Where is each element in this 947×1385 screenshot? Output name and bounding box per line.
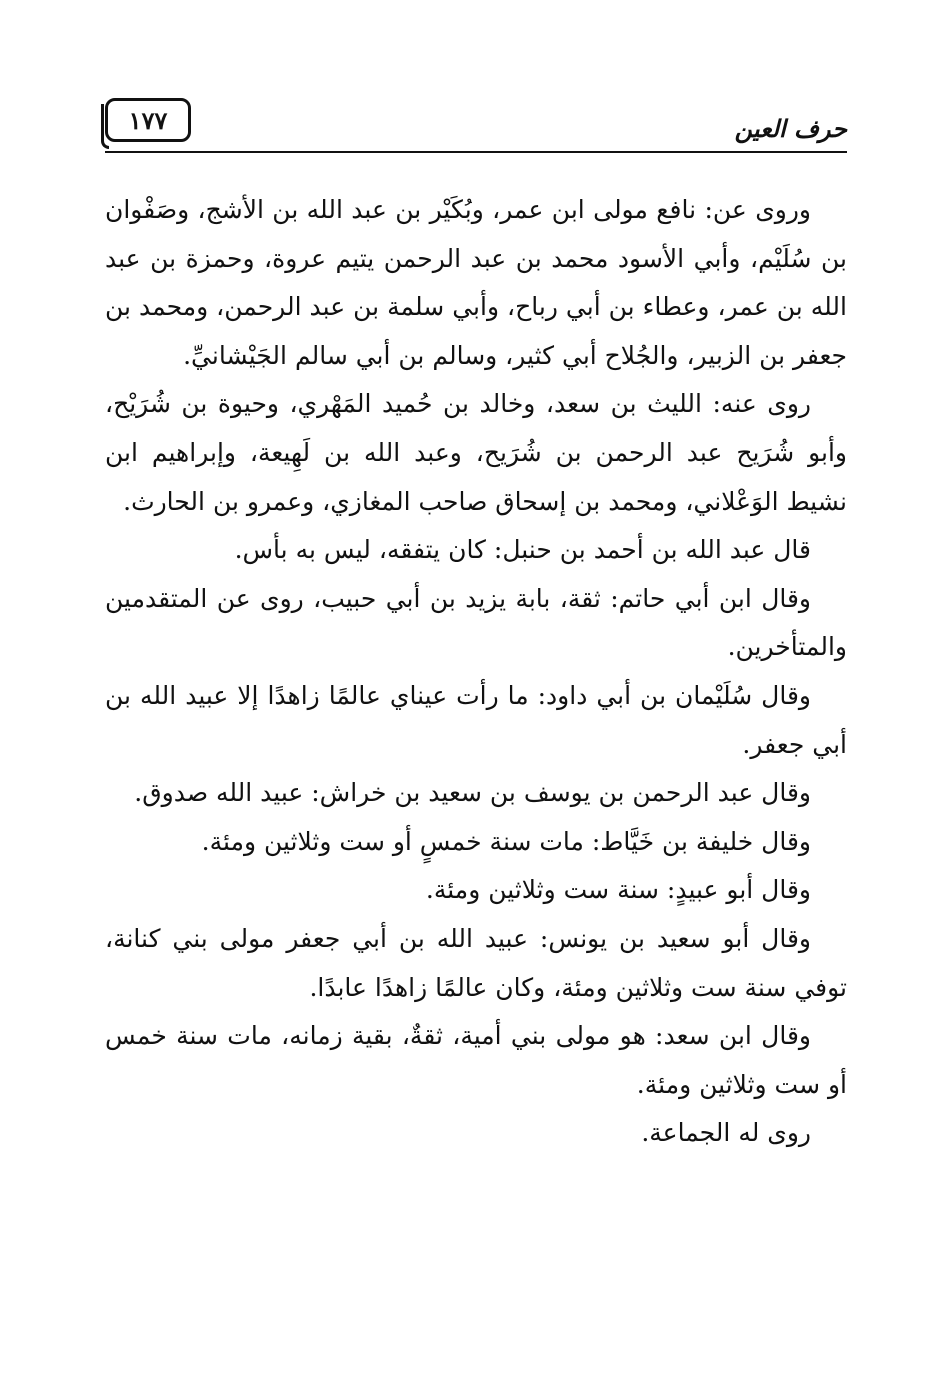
paragraph-narrated-by: روى عنه: الليث بن سعد، وخالد بن حُميد المَهْري، وحيوة بن شُرَيْح، وأبو شُرَيح عبد الرحمن بن شُرَيح، وعبد الله بن لَهِيعة، وإبراهيم ابن نشيط الوَعْلاني، ومحمد بن إسحاق صاحب المغازي، وعمرو بن الحارث. [105,389,847,516]
page-header [105,98,847,152]
paragraph-khalifa-quote: وقال خليفة بن خَيَّاط: مات سنة خمسٍ أو ست وثلاثين ومئة. [201,826,811,856]
paragraph-narrated-by-group: روى له الجماعة. [641,1118,811,1148]
paragraph-ahmad-quote: قال عبد الله بن أحمد بن حنبل: كان يتفقه، ليس به بأس. [234,535,811,565]
paragraph-ibn-sad-quote: وقال ابن سعد: هو مولى بني أمية، ثقةٌ، بقية زمانه، مات سنة خمس أو ست وثلاثين ومئة. [105,1021,847,1099]
paragraph-ibn-yunus-quote: وقال أبو سعيد بن يونس: عبيد الله بن أبي جعفر مولى بني كنانة، توفي سنة ست وثلاثين ومئة، وكان عالمًا زاهدًا عابدًا. [105,923,847,1002]
paragraph-narrated-from: وروى عن: نافع مولى ابن عمر، وبُكَيْر بن عبد الله بن الأشج، وصَفْوان بن سُلَيْم، وأبي الأسود محمد بن عبد الرحمن يتيم عروة، وحمزة بن عبد الله بن عمر، وعطاء بن أبي رباح، وأبي سلمة بن عبد الرحمن، ومحمد بن جعفر بن الزبير، والجُلاح أبي كثير، وسالم بن أبي سالم الجَيْشانيِّ. [105,195,847,370]
paragraph-abu-ubayd-quote: وقال أبو عبيدٍ: سنة ست وثلاثين ومئة. [425,875,811,905]
paragraph-khirash-quote: وقال عبد الرحمن بن يوسف بن سعيد بن خراش: عبيد الله صدوق. [134,778,811,808]
paragraph-abi-hatim-quote: وقال ابن أبي حاتم: ثقة، بابة يزيد بن أبي حبيب، روى عن المتقدمين والمتأخرين. [105,583,847,662]
header-divider [105,151,847,153]
main-text [105,186,847,1158]
page-number: ١٧٧ [105,98,191,142]
paragraph-sulayman-quote: وقال سُلَيْمان بن أبي داود: ما رأت عيناي عالمًا زاهدًا إلا عبيد الله بن أبي جعفر. [105,680,847,759]
chapter-title: حرف العين [734,114,847,143]
